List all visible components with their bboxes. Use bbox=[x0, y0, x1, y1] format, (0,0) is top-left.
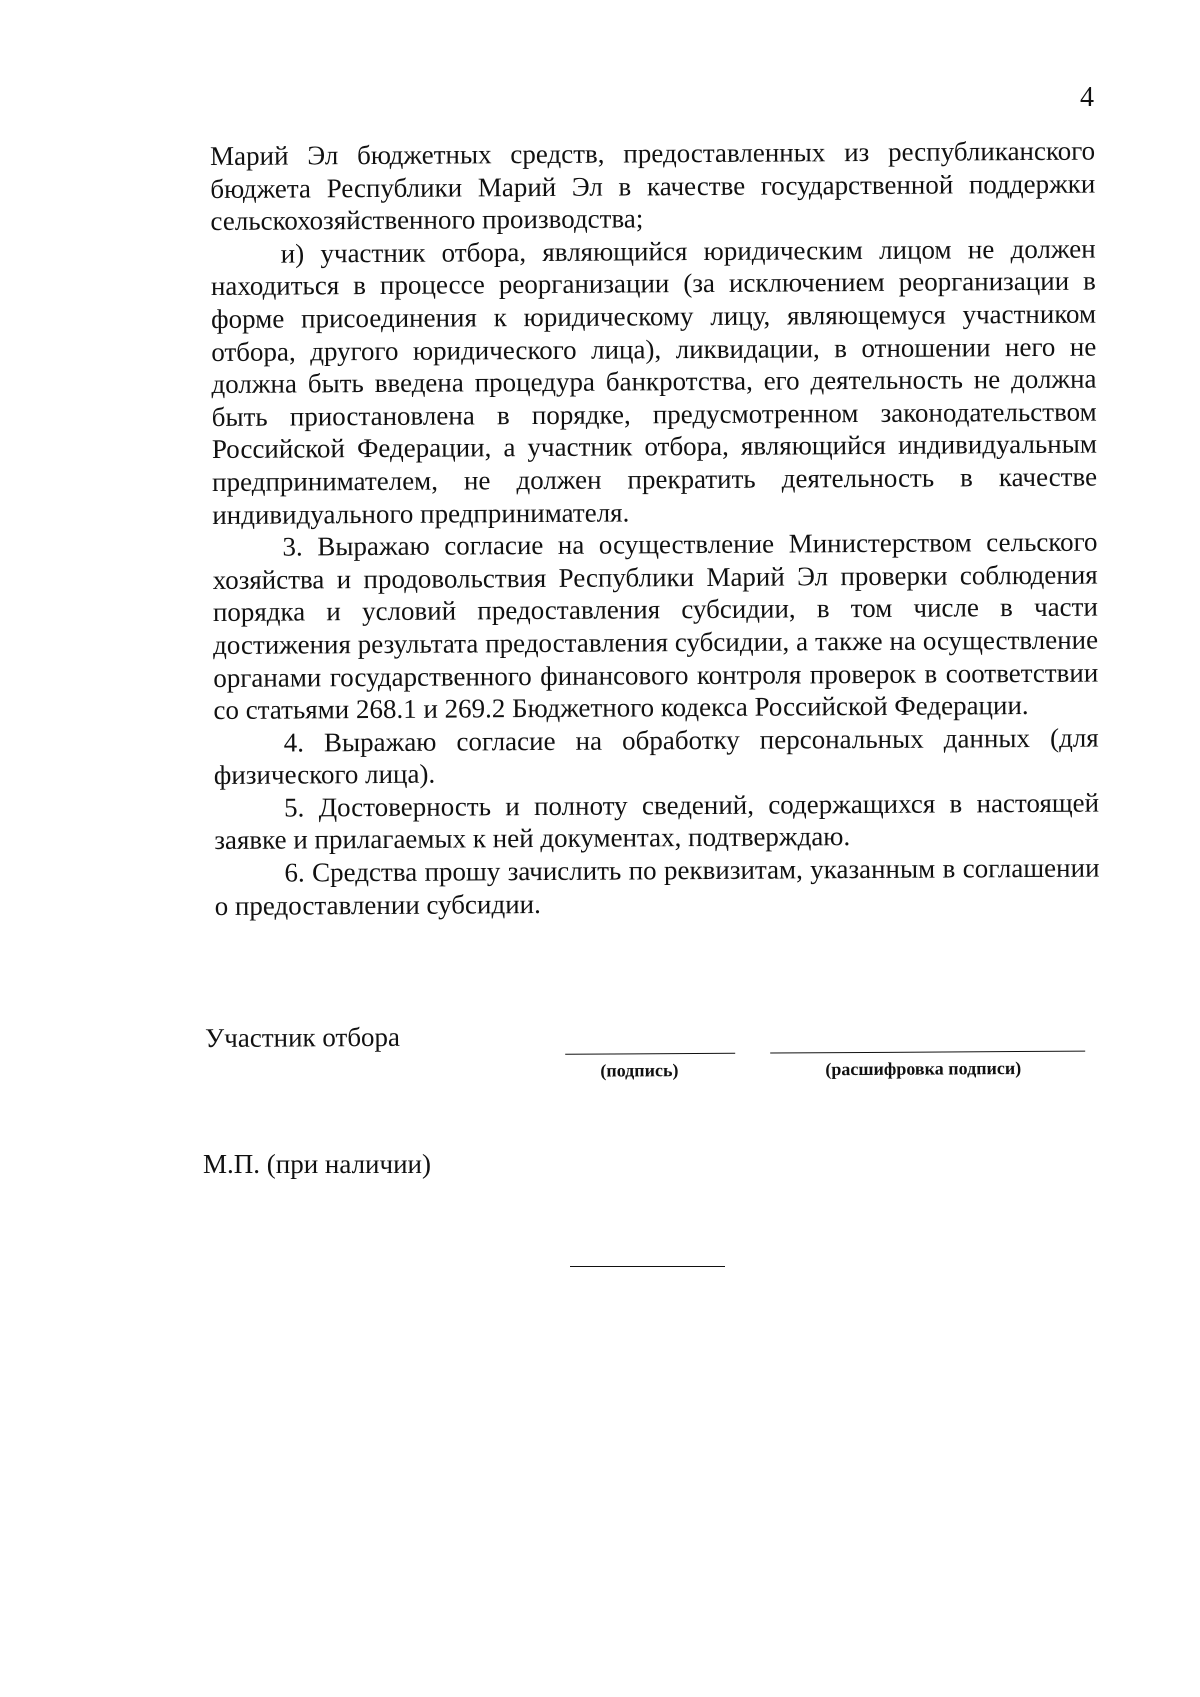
paragraph-confirmation: 5. Достоверность и полноту сведений, содержащихся в настоящей заявке и прилагаемых к ней документах, подтверждаю. bbox=[214, 787, 1100, 856]
stamp-label: М.П. (при наличии) bbox=[203, 1149, 431, 1179]
paragraph-item-i: и) участник отбора, являющийся юридическим лицом не должен находиться в процессе реорганизации (за исключением реорганизации в форме присоединения к юридическому лицу, являющемуся участником отбора, другого юридического лица), ликвидации, в отношении него не должна быть введена процедура банкротства, его деятельность не должна быть приостановлена в порядке, предусмотренном законодательством Российской Федерации, а участник отбора, являющийся индивидуальным предпринимателем, не должен прекратить деятельность в качестве индивидуального предпринимателя. bbox=[210, 233, 1098, 530]
end-divider bbox=[570, 1266, 725, 1267]
document-body bbox=[210, 135, 1100, 923]
signature-decoding-line bbox=[770, 1051, 1085, 1054]
signature-block bbox=[205, 1017, 1106, 1112]
paragraph-payment-details: 6. Средства прошу зачислить по реквизитам, указанным в соглашении о предоставлении субсидии. bbox=[214, 852, 1100, 921]
paragraph-continuation: Марий Эл бюджетных средств, предоставленных из республиканского бюджета Республики Марий Эл в качестве государственной поддержки сельскохозяйственного производства; bbox=[210, 135, 1096, 237]
participant-label: Участник отбора bbox=[205, 1021, 401, 1053]
signature-line bbox=[565, 1053, 735, 1055]
page-number: 4 bbox=[1080, 82, 1094, 113]
paragraph-consent-inspection: 3. Выражаю согласие на осуществление Министерством сельского хозяйства и продовольствия Республики Марий Эл проверки соблюдения порядка и условий предоставления субсидии, в том числе в части достижения результата предоставления субсидии, а также на осуществление органами государственного финансового контроля проверок в соответствии со статьями 268.1 и 269.2 Бюджетного кодекса Российской Федерации. bbox=[212, 526, 1099, 726]
signature-caption: (подпись) bbox=[600, 1060, 679, 1081]
paragraph-consent-personal-data: 4. Выражаю согласие на обработку персональных данных (для физического лица). bbox=[213, 722, 1099, 791]
signature-decoding-caption: (расшифровка подписи) bbox=[825, 1058, 1022, 1080]
